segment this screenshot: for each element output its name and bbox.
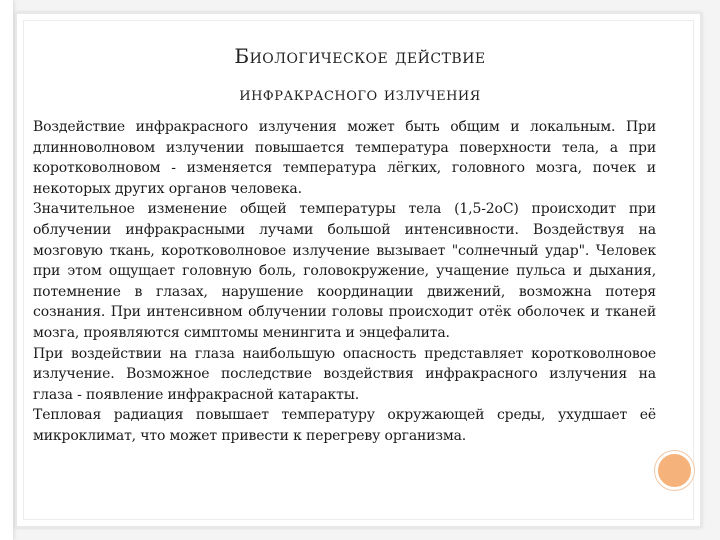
- slide-title: [0, 36, 720, 114]
- slide-body: [33, 117, 656, 447]
- paragraph-body-temperature: Значительное изменение общей температуры тела (1,5-2оС) происходит при облучении инфракрасными лучами большой интенсивности. Воздействуя на мозговую ткань, коротковолновое излучение вызывает "солнечный удар". Человек при этом ощущает головную боль, головокружение, учащение пульса и дыхания, потемнение в глазах, нарушение координации движений, возможна потеря сознания. При интенсивном облучении головы происходит отёк оболочек и тканей мозга, проявляются симптомы менингита и энцефалита.: [33, 201, 656, 341]
- slide-title-line-1: Биологическое действие: [234, 44, 486, 68]
- decorative-circle-icon: [655, 451, 694, 490]
- slide-title-line-2: инфракрасного излучения: [239, 84, 481, 105]
- paragraph-thermal-radiation: Тепловая радиация повышает температуру окружающей среды, ухудшает её микроклимат, что может привести к перегреву организма.: [33, 407, 656, 444]
- paragraph-eye-effect: При воздействии на глаза наибольшую опасность представляет коротковолновое излучение. Возможное последствие воздействия инфракрасного излучения на глаза - появление инфракрасной катаракты.: [33, 345, 656, 403]
- paragraph-general-effect: Воздействие инфракрасного излучения может быть общим и локальным. При длинноволновом излучении повышается температура поверхности тела, а при коротковолновом - изменяется температура лёгких, головного мозга, почек и некоторых других органов человека.: [33, 119, 656, 197]
